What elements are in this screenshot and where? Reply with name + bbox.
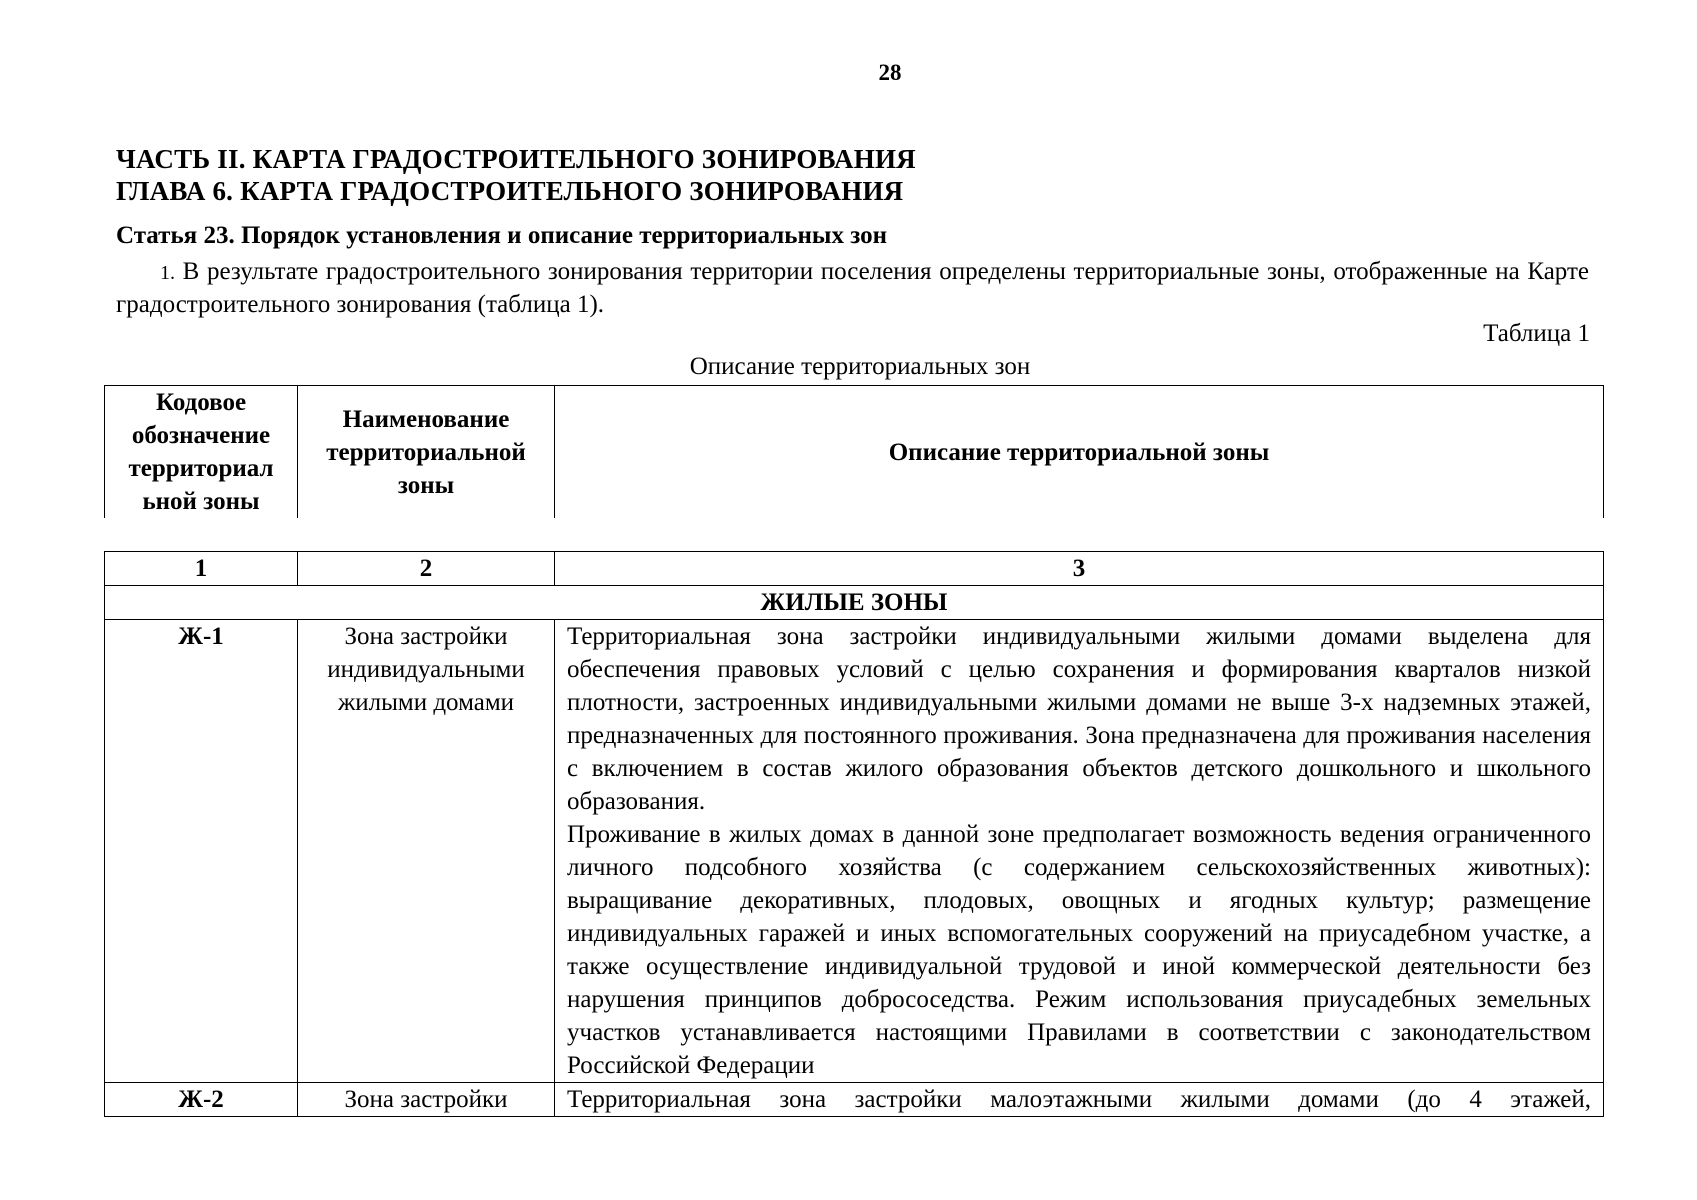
description-paragraph: Территориальная зона застройки малоэтажными жилыми домами (до 4 этажей, [567,1086,1591,1113]
zone-description [555,620,1604,1083]
zones-table [104,551,1604,1117]
header-description: Описание территориальной зоны [555,386,1604,519]
zone-code: Ж-2 [105,1083,298,1117]
table-row [105,1083,1604,1117]
paragraph-text: В результате градостроительного зонирования территории поселения определены территориальные зоны, отображенные на Карте градостроительного зонирования (таблица 1). [116,258,1590,318]
zone-name: Зона застройки индивидуальными жилыми домами [298,620,555,1083]
description-paragraph: Проживание в жилых домах в данной зоне предполагает возможность ведения ограниченного личного подсобного хозяйства (с содержанием сельскохозяйственных животных): выращивание декоративных, плодовых, овощных и ягодных культур; размещение индивидуальных гаражей и иных вспомогательных сооружений на приусадебном участке, а также осуществление индивидуальной трудовой и иной коммерческой деятельности без нарушения принципов добрососедства. Режим использования приусадебных земельных участков устанавливается настоящими Правилами в соответствии с законодательством Российской Федерации [567,821,1591,1079]
chapter-title: ГЛАВА 6. КАРТА ГРАДОСТРОИТЕЛЬНОГО ЗОНИРОВАНИЯ [116,176,904,206]
table-label: Таблица 1 [1483,320,1590,347]
table-caption: Описание территориальных зон [689,353,1031,380]
paragraph-1 [116,256,1589,321]
paragraph-number: 1. [160,262,175,284]
header-code: Кодовое обозначение территориал ьной зоны [105,386,298,519]
zone-name-text: Зона застройки [344,1086,508,1113]
zone-name [298,1083,555,1117]
description-paragraph: Территориальная зона застройки индивидуальными жилыми домами выделена для обеспечения правовых условий с целью сохранения и формирования кварталов низкой плотности, застроенных индивидуальными жилыми домами не выше 3-х надземных этажей, предназначенных для постоянного проживания. Зона предназначена для проживания населения с включением в состав жилого образования объектов детского дошкольного и школьного образования. [567,623,1591,815]
table-header [104,385,1604,518]
section-row [105,586,1604,620]
column-number-row [105,552,1604,586]
page-number: 28 [878,60,902,85]
header-name: Наименование территориальной зоны [298,386,555,519]
table-row [105,620,1604,1083]
zone-description [555,1083,1604,1117]
part-title: ЧАСТЬ II. КАРТА ГРАДОСТРОИТЕЛЬНОГО ЗОНИРОВАНИЯ [116,144,916,174]
column-number: 1 [105,552,298,586]
zone-code: Ж-1 [105,620,298,1083]
column-number: 3 [555,552,1604,586]
article-title: Статья 23. Порядок установления и описание территориальных зон [116,222,887,249]
section-title: ЖИЛЫЕ ЗОНЫ [105,586,1604,620]
column-number: 2 [298,552,555,586]
